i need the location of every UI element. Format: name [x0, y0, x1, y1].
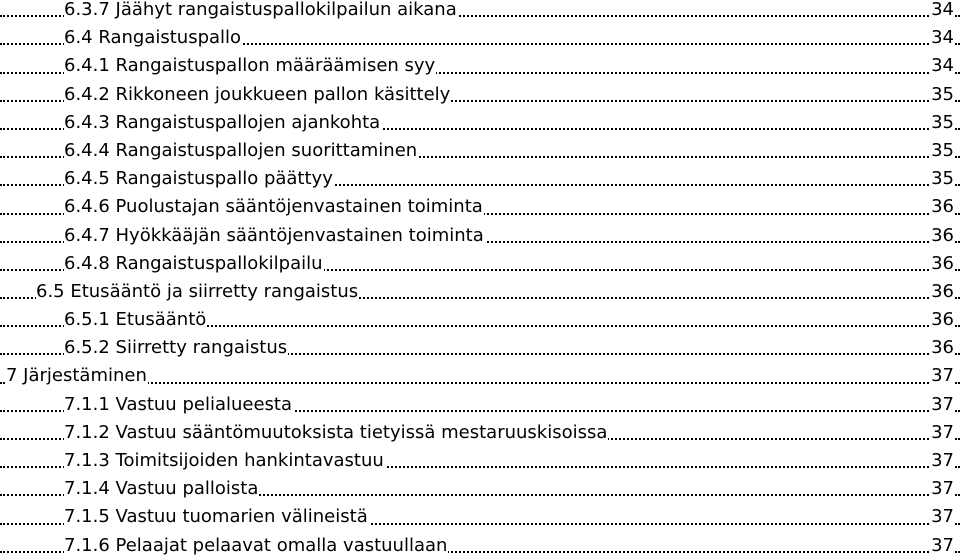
- toc-entry[interactable]: [0, 137, 960, 165]
- toc-entry-title: 6.4.6 Puolustajan sääntöjenvastainen toiminta: [64, 193, 484, 221]
- toc-entry[interactable]: [0, 334, 960, 362]
- toc-entry[interactable]: [0, 165, 960, 193]
- toc-entry[interactable]: [0, 503, 960, 531]
- toc-entry-page: 36: [930, 222, 954, 250]
- toc-entry-title: 6.4 Rangaistuspallo: [64, 24, 242, 52]
- toc-entry-page: 35: [930, 137, 954, 165]
- toc-entry-title: 6.3.7 Jäähyt rangaistuspallokilpailun aikana: [64, 0, 458, 24]
- toc-entry-title: 6.4.8 Rangaistuspallokilpailu: [64, 250, 324, 278]
- toc-entry-page: 37: [930, 532, 954, 560]
- toc-entry-page: 37: [930, 391, 954, 419]
- toc-entry[interactable]: [0, 222, 960, 250]
- toc-entry[interactable]: [0, 447, 960, 475]
- toc-entry-page: 36: [930, 334, 954, 362]
- toc-entry-page: 36: [930, 250, 954, 278]
- toc-entry-page: 37: [930, 419, 954, 447]
- toc-entry-page: 37: [930, 362, 954, 390]
- toc-entry-title: 6.4.1 Rangaistuspallon määräämisen syy: [64, 52, 436, 80]
- toc-entry[interactable]: [0, 24, 960, 52]
- toc-entry-page: 35: [930, 165, 954, 193]
- toc-entry-page: 34: [930, 0, 954, 24]
- toc-entry-page: 34: [930, 24, 954, 52]
- toc-entry-title: 7.1.3 Toimitsijoiden hankintavastuu: [64, 447, 385, 475]
- toc-entry[interactable]: [0, 306, 960, 334]
- toc-entry-title: 7.1.4 Vastuu palloista: [64, 475, 259, 503]
- toc-entry[interactable]: [0, 475, 960, 503]
- toc-entry-title: 6.4.3 Rangaistuspallojen ajankohta: [64, 109, 381, 137]
- toc-entry-page: 35: [930, 109, 954, 137]
- toc-entry-page: 37: [930, 503, 954, 531]
- toc-entry-title: 7.1.5 Vastuu tuomarien välineistä: [64, 503, 369, 531]
- toc-entry-title: 6.4.7 Hyökkääjän sääntöjenvastainen toiminta: [64, 222, 485, 250]
- toc-entry-title: 6.5.1 Etusääntö: [64, 306, 207, 334]
- toc-entry[interactable]: [0, 81, 960, 109]
- toc-entry-title: 7.1.2 Vastuu sääntömuutoksista tietyissä mestaruuskisoissa: [64, 419, 608, 447]
- toc-entry[interactable]: [0, 52, 960, 80]
- toc-entry-page: 34: [930, 52, 954, 80]
- toc-entry[interactable]: [0, 250, 960, 278]
- toc-entry[interactable]: [0, 391, 960, 419]
- toc-entry-page: 35: [930, 81, 954, 109]
- toc-entry-title: 7.1.1 Vastuu pelialueesta: [64, 391, 293, 419]
- toc-entry-page: 36: [930, 278, 954, 306]
- toc-entry[interactable]: [0, 193, 960, 221]
- toc-entry-title: 6.4.5 Rangaistuspallo päättyy: [64, 165, 334, 193]
- toc-entry-title: 6.5 Etusääntö ja siirretty rangaistus: [36, 278, 359, 306]
- toc-entry[interactable]: [0, 109, 960, 137]
- toc-entry-title: 7.1.6 Pelaajat pelaavat omalla vastuullaan: [64, 532, 448, 560]
- toc-entry-page: 37: [930, 447, 954, 475]
- toc-entry[interactable]: [0, 419, 960, 447]
- toc-entry[interactable]: [0, 532, 960, 560]
- toc-entry-title: 6.4.4 Rangaistuspallojen suorittaminen: [64, 137, 418, 165]
- toc-entry[interactable]: [0, 0, 960, 24]
- toc-entry-title: 6.4.2 Rikkoneen joukkueen pallon käsittely: [64, 81, 451, 109]
- toc-entry-title: 7 Järjestäminen: [6, 362, 148, 390]
- toc-entry-page: 37: [930, 475, 954, 503]
- toc-entry-page: 36: [930, 306, 954, 334]
- toc-entry-page: 36: [930, 193, 954, 221]
- toc-entry[interactable]: [0, 278, 960, 306]
- toc-entry[interactable]: [0, 362, 960, 390]
- toc-entry-title: 6.5.2 Siirretty rangaistus: [64, 334, 288, 362]
